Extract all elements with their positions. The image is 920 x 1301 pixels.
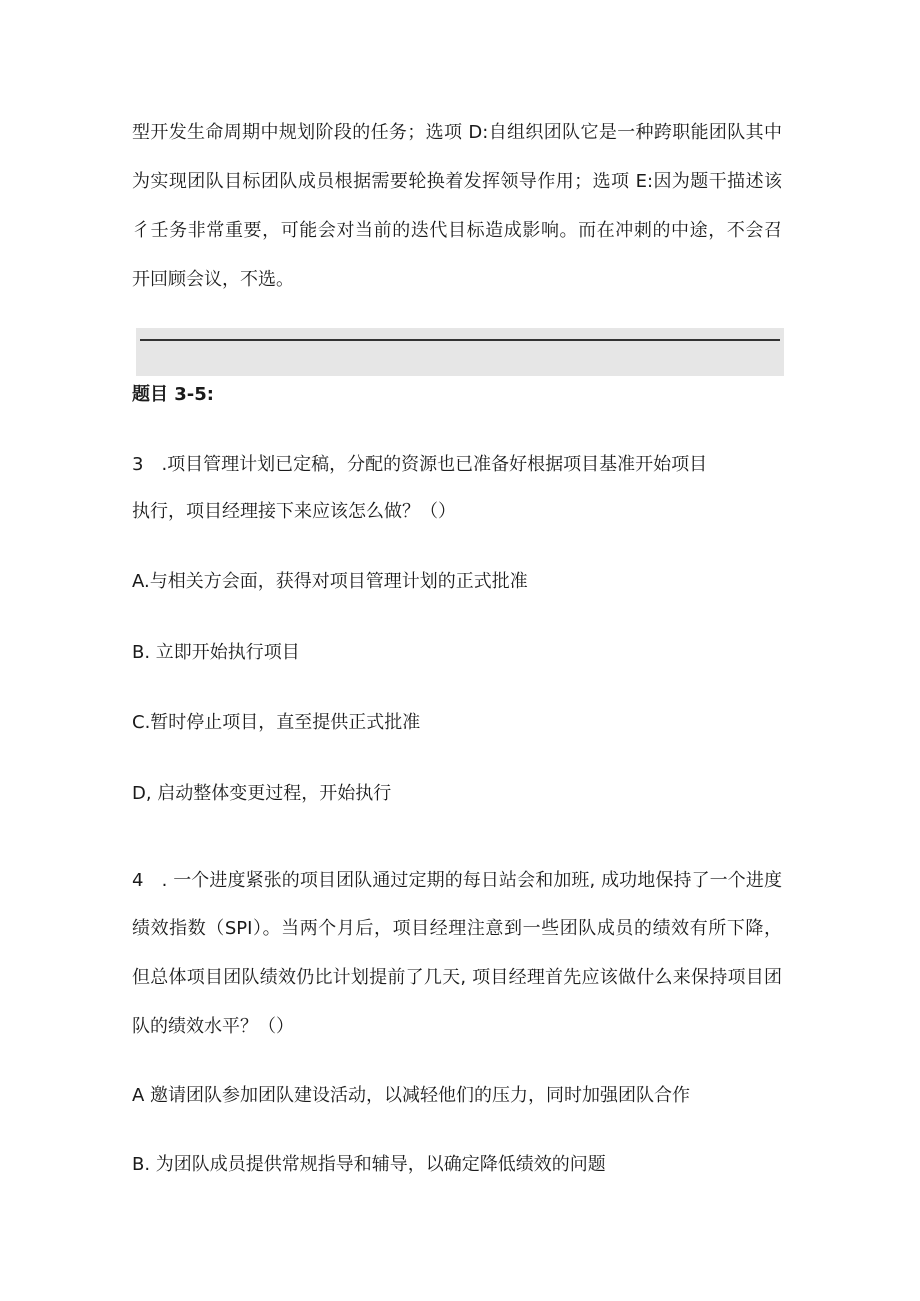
q3-option-a: A.与相关方会面，获得对项目管理计划的正式批准 — [132, 571, 528, 592]
continuation-line-4: 开回顾会议，不选。 — [132, 269, 294, 290]
q4-stem-line-3: 但总体项目团队绩效仍比计划提前了几天, 项目经理首先应该做什么来保持项目团 — [132, 967, 782, 988]
divider-rule — [140, 339, 780, 341]
q4-option-b: B. 为团队成员提供常规指导和辅导，以确定降低绩效的问题 — [132, 1154, 606, 1175]
continuation-line-2: 为实现团队目标团队成员根据需要轮换着发挥领导作用；选项 E:因为题干描述该 — [132, 171, 782, 192]
q3-option-c: C.暂时停止项目，直至提供正式批准 — [132, 712, 421, 733]
q3-option-b: B. 立即开始执行项目 — [132, 642, 300, 663]
section-divider — [136, 328, 784, 376]
q3-option-d: D, 启动整体变更过程，开始执行 — [132, 783, 392, 804]
continuation-line-3: 彳壬务非常重要，可能会对当前的迭代目标造成影响。而在冲刺的中途，不会召 — [132, 220, 782, 241]
q3-stem-line-1: 3 .项目管理计划已定稿，分配的资源也已准备好根据项目基准开始项目 — [132, 454, 708, 475]
section-heading: 题目 3-5: — [132, 384, 214, 405]
continuation-line-1: 型开发生命周期中规划阶段的任务；选项 D:自组织团队它是一种跨职能团队其中 — [132, 122, 782, 143]
q4-option-a: A 邀请团队参加团队建设活动，以减轻他们的压力，同时加强团队合作 — [132, 1085, 691, 1106]
q4-stem-line-2: 绩效指数（SPI）。当两个月后，项目经理注意到一些团队成员的绩效有所下降， — [132, 918, 782, 939]
q3-stem-line-2: 执行，项目经理接下来应该怎么做？（） — [132, 501, 456, 522]
q4-stem-line-1: 4 . 一个进度紧张的项目团队通过定期的每日站会和加班, 成功地保持了一个进度 — [132, 870, 782, 891]
q4-stem-line-4: 队的绩效水平？（） — [132, 1016, 294, 1037]
